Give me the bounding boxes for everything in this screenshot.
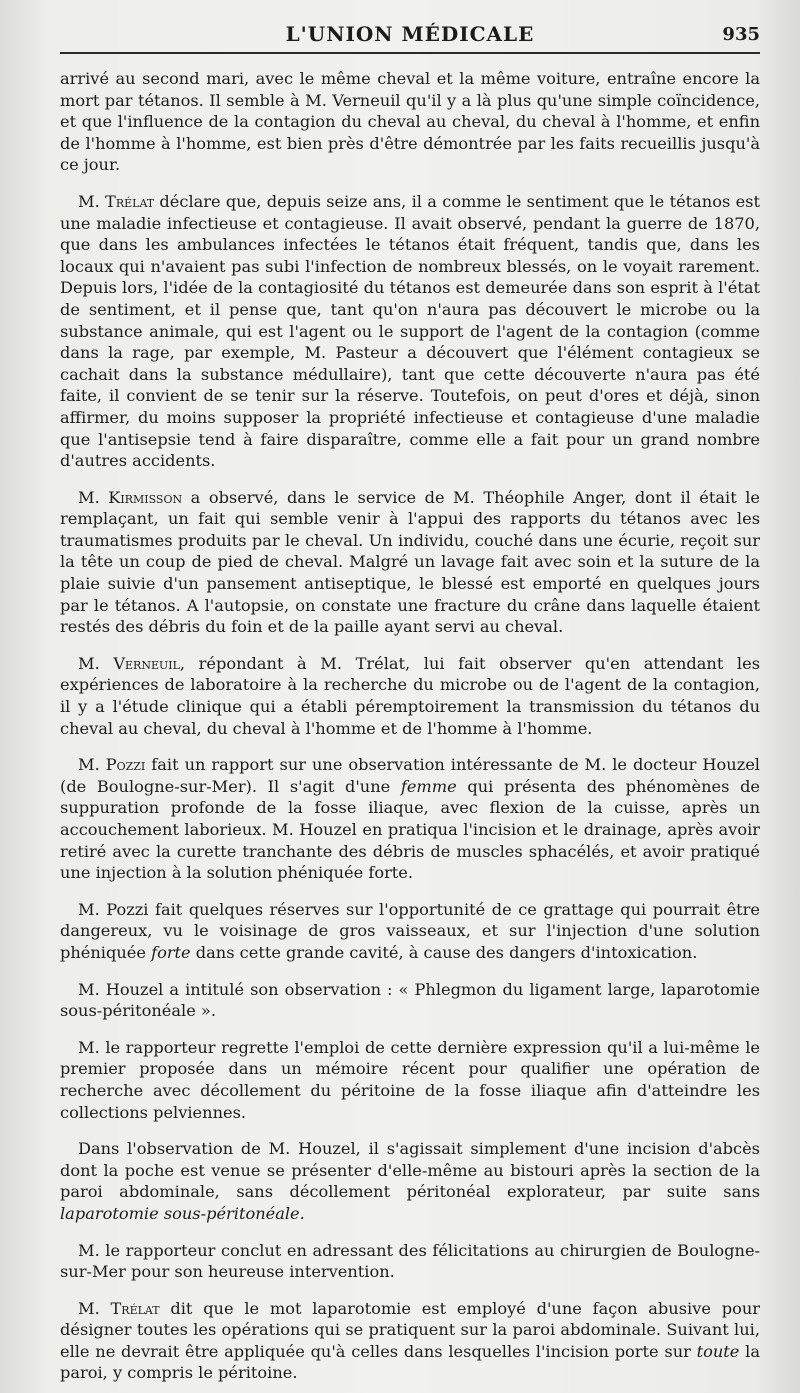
paragraph-trelat-tetanos: M. Trélat déclare que, depuis seize ans, il a comme le sentiment que le tétanos est une maladie infectieuse et contagieuse. Il avait observé, pendant la guerre de 1870, que dans les ambulances infectées le tétanos était fréquent, tandis que, dans les locaux qui n'avaient pas subi l'infection de nombreux blessés, on le voyait rarement. Depuis lors, l'idée de la contagiosité du tétanos est demeurée dans son esprit à l'état de sentiment, et il pense que, tant qu'on n'aura pas découvert le microbe ou la substance animale, qui est l'agent ou le support de l'agent de la contagion (comme dans la rage, par exemple, M. Pasteur a découvert que l'élément contagieux se cachait dans la substance médullaire), tant que cette découverte n'aura pas été faite, il convient de se tenir sur la réserve. Toutefois, on peut d'ores et déjà, sinon affirmer, du moins supposer la propriété infectieuse et contagieuse d'une maladie que l'antisepsie tend à faire disparaître, comme elle a fait pour un grand nombre d'autres accidents. [60,191,760,471]
speaker-name: Pozzi [105,755,146,775]
speaker-name: Verneuil [113,653,180,673]
paragraph-verneuil-reply: M. Verneuil, répondant à M. Trélat, lui fait observer qu'en attendant les expériences de laboratoire à la recherche du microbe ou de l'agent de la contagion, il y a l'étude clinique qui a établi péremptoirement la transmission du tétanos du cheval au cheval, du cheval à l'homme et de l'homme à l'homme. [60,653,760,738]
paragraph-rapporteur-conclusion: M. le rapporteur conclut en adressant des félicitations au chirurgien de Boulogne-sur-Mer pour son heureuse intervention. [60,1240,760,1282]
paragraph-rapporteur-regret: M. le rapporteur regrette l'emploi de cette dernière expression qu'il a lui-même le premier proposée dans un mémoire récent pour qualifier une opération de recherche avec décollement du péritoine de la fosse iliaque afin d'atteindre les collections pelviennes. [60,1037,760,1122]
paragraph-houzel-observation: Dans l'observation de M. Houzel, il s'agissait simplement d'une incision d'abcès dont la poche est venue se présenter d'elle-même au bistouri après la section de la paroi abdominale, sans décollement péritonéal explorateur, par suite sans laparotomie sous-péritonéale. [60,1139,760,1223]
page-number: 935 [722,24,760,45]
speaker-name: Kirmisson [108,487,183,507]
paragraph-kirmisson: M. Kirmisson a observé, dans le service de M. Théophile Anger, dont il était le remplaçant, un fait qui semble venir à l'appui des rapports du tétanos avec les traumatismes produits par le cheval. Un individu, couché dans une écurie, reçoit sur la tête un coup de pied de cheval. Malgré un lavage fait avec soin et la suture de la plaie suivie d'un pansement antiseptique, le blessé est emporté en quelques jours par le tétanos. A l'autopsie, on constate une fracture du crâne dans laquelle étaient restés des débris du foin et de la paille ayant servi au cheval. [60,487,760,637]
speaker-name: Trélat [105,191,155,211]
paragraph-verneuil-continuation: arrivé au second mari, avec le même cheval et la même voiture, entraîne encore la mort par tétanos. Il semble à M. Verneuil qu'il y a là plus qu'une simple coïncidence, et que l'influence de la contagion du cheval au cheval, du cheval à l'homme, et enfin de l'homme à l'homme, est bien près d'être démontrée par les faits recueillis jusqu'à ce jour. [60,69,760,175]
body-text [60,68,760,1384]
paragraph-pozzi-reserves: M. Pozzi fait quelques réserves sur l'opportunité de ce grattage qui pourrait être dangereux, vu le voisinage de gros vaisseaux, et sur l'injection d'une solution phéniquée forte dans cette grande cavité, à cause des dangers d'intoxication. [60,899,760,962]
page-header [60,22,760,54]
speaker-name: Trélat [110,1298,160,1318]
paragraph-pozzi-report: M. Pozzi fait un rapport sur une observation intéressante de M. le docteur Houzel (de Boulogne-sur-Mer). Il s'agit d'une femme qui présenta des phénomènes de suppuration profonde de la fosse iliaque, avec flexion de la cuisse, après un accouchement laborieux. M. Houzel en pratiqua l'incision et le drainage, après avoir retiré avec la curette tranchante des débris de muscles sphacélés, et avoir pratiqué une injection à la solution phéniquée forte. [60,755,761,883]
paragraph-houzel-title: M. Houzel a intitulé son observation : « Phlegmon du ligament large, laparotomie sous-péritonéale ». [60,979,760,1021]
paragraph-trelat-laparotomie: M. Trélat dit que le mot laparotomie est employé d'une façon abusive pour désigner toutes les opérations qui se pratiquent sur la paroi abdominale. Suivant lui, elle ne devrait être appliquée qu'à celles dans lesquelles l'incision porte sur toute la paroi, y compris le péritoine. [60,1298,760,1383]
running-title: L'UNION MÉDICALE [285,22,535,46]
